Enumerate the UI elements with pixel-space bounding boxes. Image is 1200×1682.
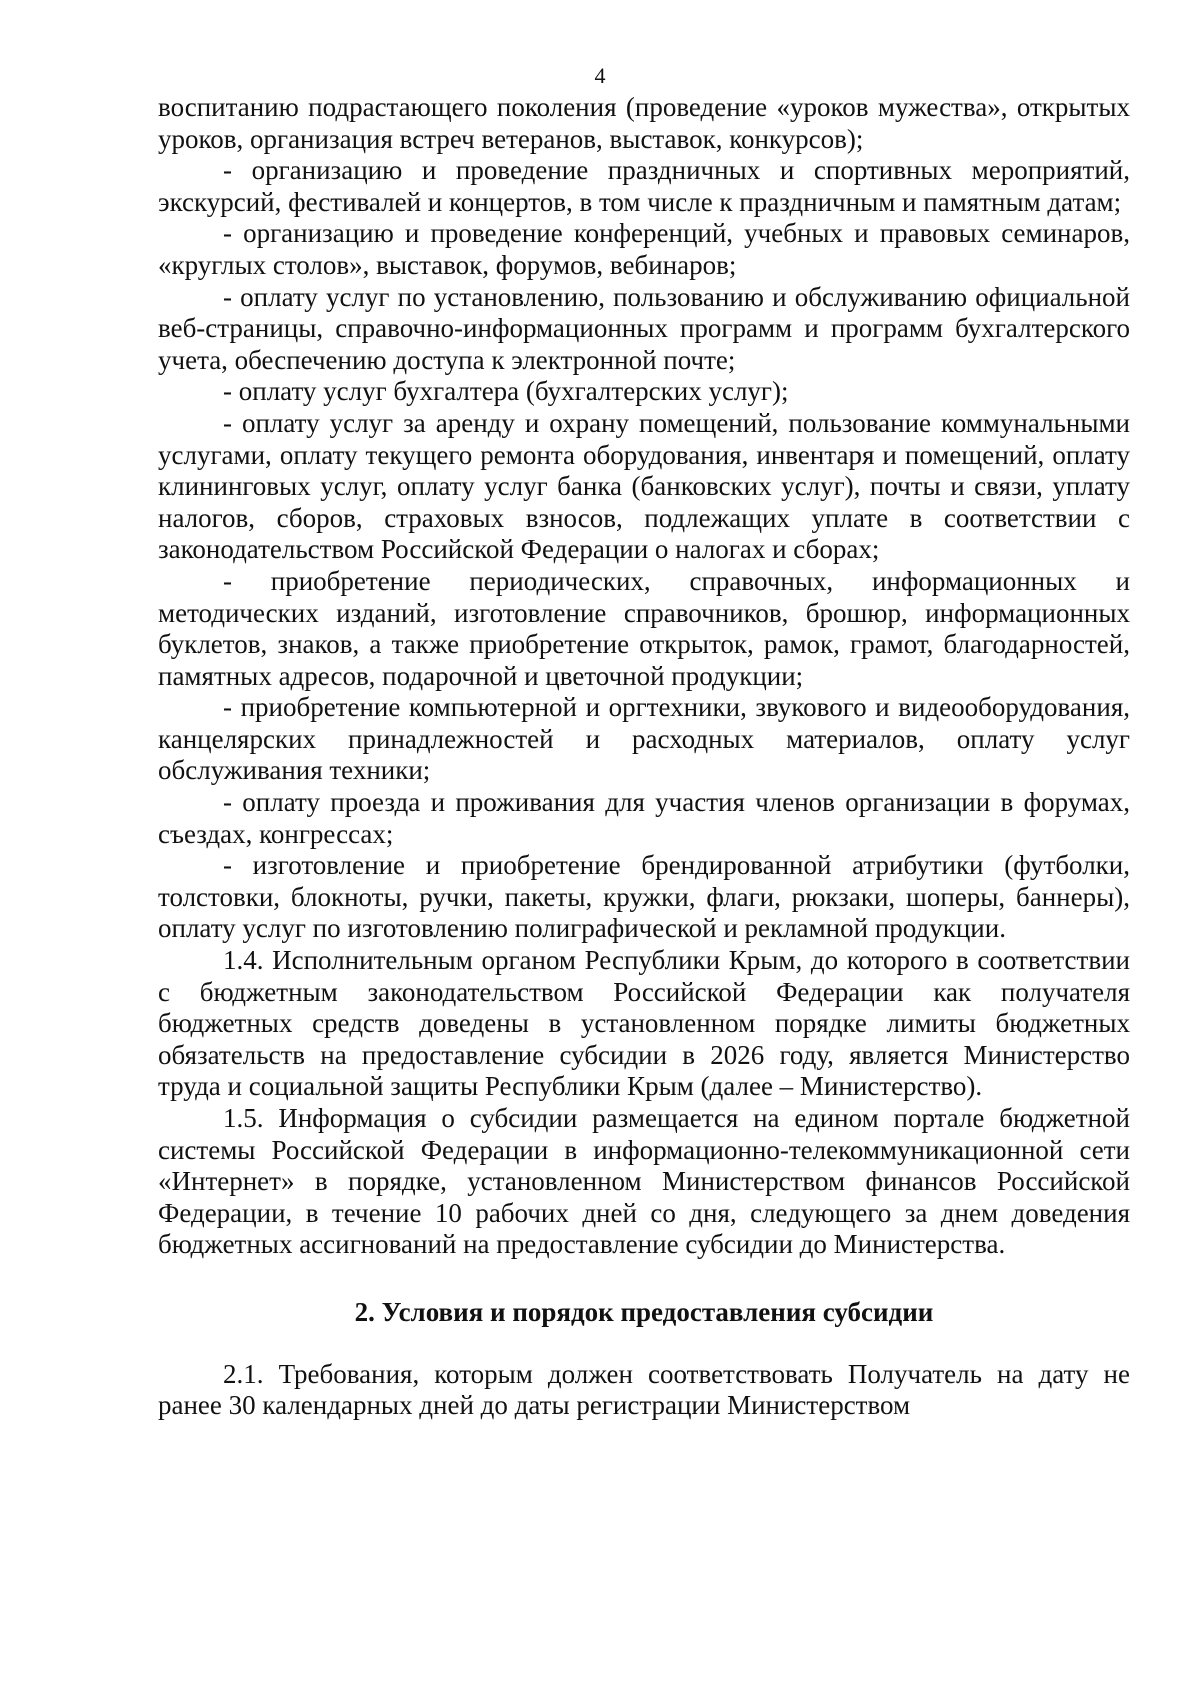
- list-item-conferences: - организацию и проведение конференций, учебных и правовых семинаров, «круглых столов», выставок, форумов, вебинаров;: [158, 218, 1130, 280]
- list-item-travel: - оплату проезда и проживания для участия членов организации в форумах, съездах, конгрессах;: [158, 787, 1130, 849]
- clause-2-1: 2.1. Требования, которым должен соответствовать Получатель на дату не ранее 30 календарных дней до даты регистрации Министерством: [158, 1358, 1130, 1421]
- list-item-events: - организацию и проведение праздничных и спортивных мероприятий, экскурсий, фестивалей и концертов, в том числе к праздничным и памятным датам;: [158, 155, 1130, 217]
- section-heading: 2. Условия и порядок предоставления субсидии: [354, 1296, 934, 1327]
- list-item-branding: - изготовление и приобретение брендированной атрибутики (футболки, толстовки, блокноты, ручки, пакеты, кружки, флаги, рюкзаки, шоперы, баннеры), оплату услуг по изготовлению полиграфической и рекламной продукции.: [158, 850, 1130, 944]
- page-number: 4: [594, 63, 606, 88]
- clause-1-5: 1.5. Информация о субсидии размещается на едином портале бюджетной системы Российской Федерации в информационно-телекоммуникационной сети «Интернет» в порядке, установленном Министерством финансов Российской Федерации, в течение 10 рабочих дней со дня, следующего за днем доведения бюджетных ассигнований на предоставление субсидии до Министерства.: [158, 1103, 1130, 1260]
- list-item-publications: - приобретение периодических, справочных, информационных и методических изданий, изготовление справочников, брошюр, информационных буклетов, знаков, а также приобретение открыток, рамок, грамот, благодарностей, памятных адресов, подарочной и цветочной продукции;: [158, 565, 1130, 691]
- list-item-web-services: - оплату услуг по установлению, пользованию и обслуживанию официальной веб-страницы, справочно-информационных программ и программ бухгалтерского учета, обеспечению доступа к электронной почте;: [158, 281, 1130, 375]
- clause-1-4: 1.4. Исполнительным органом Республики Крым, до которого в соответствии с бюджетным законодательством Российской Федерации как получателя бюджетных средств доведены в установленном порядке лимиты бюджетных обязательств на предоставление субсидии в 2026 году, является Министерство труда и социальной защиты Республики Крым (далее – Министерство).: [158, 945, 1130, 1102]
- list-item-equipment: - приобретение компьютерной и оргтехники, звукового и видеооборудования, канцелярских принадлежностей и расходных материалов, оплату услуг обслуживания техники;: [158, 692, 1130, 786]
- document-body: [158, 92, 1130, 1422]
- list-item-rent: - оплату услуг за аренду и охрану помещений, пользование коммунальными услугами, оплату текущего ремонта оборудования, инвентаря и помещений, оплату клининговых услуг, оплату услуг банка (банковских услуг), почты и связи, уплату налогов, сборов, страховых взносов, подлежащих уплате в соответствии с законодательством Российской Федерации о налогах и сборах;: [158, 407, 1130, 565]
- paragraph-continuation: воспитанию подрастающего поколения (проведение «уроков мужества», открытых уроков, организация встреч ветеранов, выставок, конкурсов);: [158, 92, 1130, 154]
- list-item-accountant: - оплату услуг бухгалтера (бухгалтерских услуг);: [223, 376, 789, 407]
